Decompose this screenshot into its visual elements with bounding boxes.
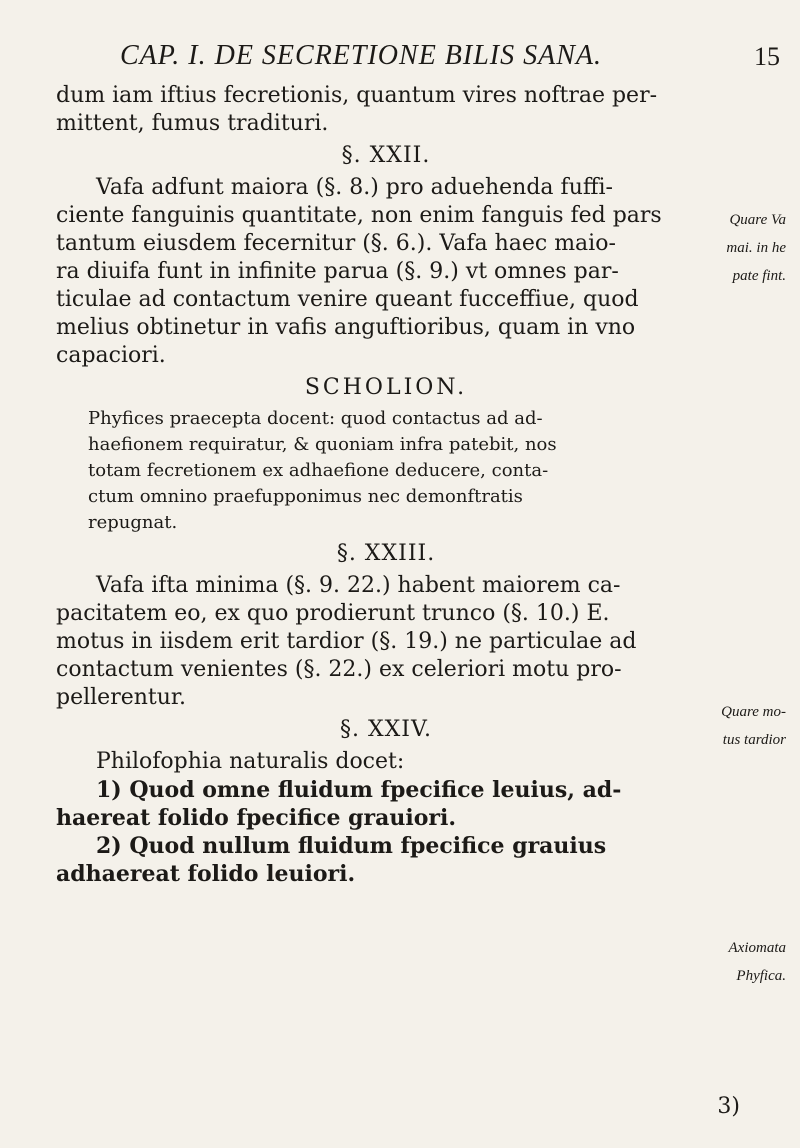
axiom-line: 1) Quod omne fluidum fpecifice leuius, ad-	[96, 777, 622, 803]
section-heading-23: §. XXIII.	[336, 541, 436, 566]
text-line: ciente fanguinis quantitate, non enim fanguis fed pars	[56, 203, 662, 228]
running-title: CAP. I. DE SECRETIONE BILIS SANA.	[120, 40, 603, 71]
margin-note-24a: Axiomata	[728, 940, 786, 956]
text-line: dum iam iftius fecretionis, quantum vires noftrae per-	[56, 83, 658, 108]
text-line: ticulae ad contactum venire queant fucceffiue, quod	[56, 287, 639, 312]
text-line: melius obtinetur in vafis anguftioribus, quam in vno	[56, 315, 636, 340]
text-line: ctum omnino praefupponimus nec demonftratis	[88, 486, 523, 507]
section-heading-24: §. XXIV.	[339, 717, 433, 742]
text-line: ra diuifa funt in infinite parua (§. 9.) vt omnes par-	[56, 259, 619, 284]
main-text	[56, 82, 716, 888]
axiom-line: 2) Quod nullum fluidum fpecifice grauius	[96, 833, 607, 859]
text-line: Vafa ifta minima (§. 9. 22.) habent maiorem ca-	[96, 573, 621, 598]
catchword: 3)	[717, 1094, 740, 1119]
margin-note-22b: mai. in he	[726, 240, 786, 256]
text-line: pellerentur.	[56, 685, 187, 710]
margin-note-23b: tus tardior	[722, 732, 786, 748]
text-line: totam fecretionem ex adhaefione deducere, conta-	[88, 460, 549, 481]
section-heading-22: §. XXII.	[341, 143, 431, 168]
text-line: motus in iisdem erit tardior (§. 19.) ne particulae ad	[56, 629, 637, 654]
text-line: capaciori.	[56, 343, 166, 368]
margin-note-23a: Quare mo-	[721, 704, 786, 720]
text-line: repugnat.	[88, 512, 178, 533]
page-number: 15	[754, 42, 780, 71]
margin-note-22a: Quare Va	[729, 212, 786, 228]
margin-note-24b: Phyfica.	[736, 968, 786, 984]
scholion-heading: SCHOLION.	[304, 375, 468, 400]
text-line: Phyfices praecepta docent: quod contactus ad ad-	[88, 408, 543, 429]
margin-note-22c: pate fint.	[732, 268, 786, 284]
text-line: Philofophia naturalis docet:	[96, 749, 405, 774]
scholion-text	[56, 406, 716, 536]
axiom-line: haereat folido fpecifice grauiori.	[56, 805, 456, 831]
text-line: tantum eiusdem fecernitur (§. 6.). Vafa haec maio-	[56, 231, 616, 256]
running-header	[120, 40, 780, 80]
text-line: mittent, fumus tradituri.	[56, 111, 329, 136]
text-line: Vafa adfunt maiora (§. 8.) pro aduehenda fuffi-	[96, 175, 613, 200]
text-line: haefionem requiratur, & quoniam infra patebit, nos	[88, 434, 557, 455]
text-line: pacitatem eo, ex quo prodierunt trunco (§. 10.) E.	[56, 601, 610, 626]
axiom-line: adhaereat folido leuiori.	[56, 861, 356, 887]
text-line: contactum venientes (§. 22.) ex celeriori motu pro-	[56, 657, 622, 682]
